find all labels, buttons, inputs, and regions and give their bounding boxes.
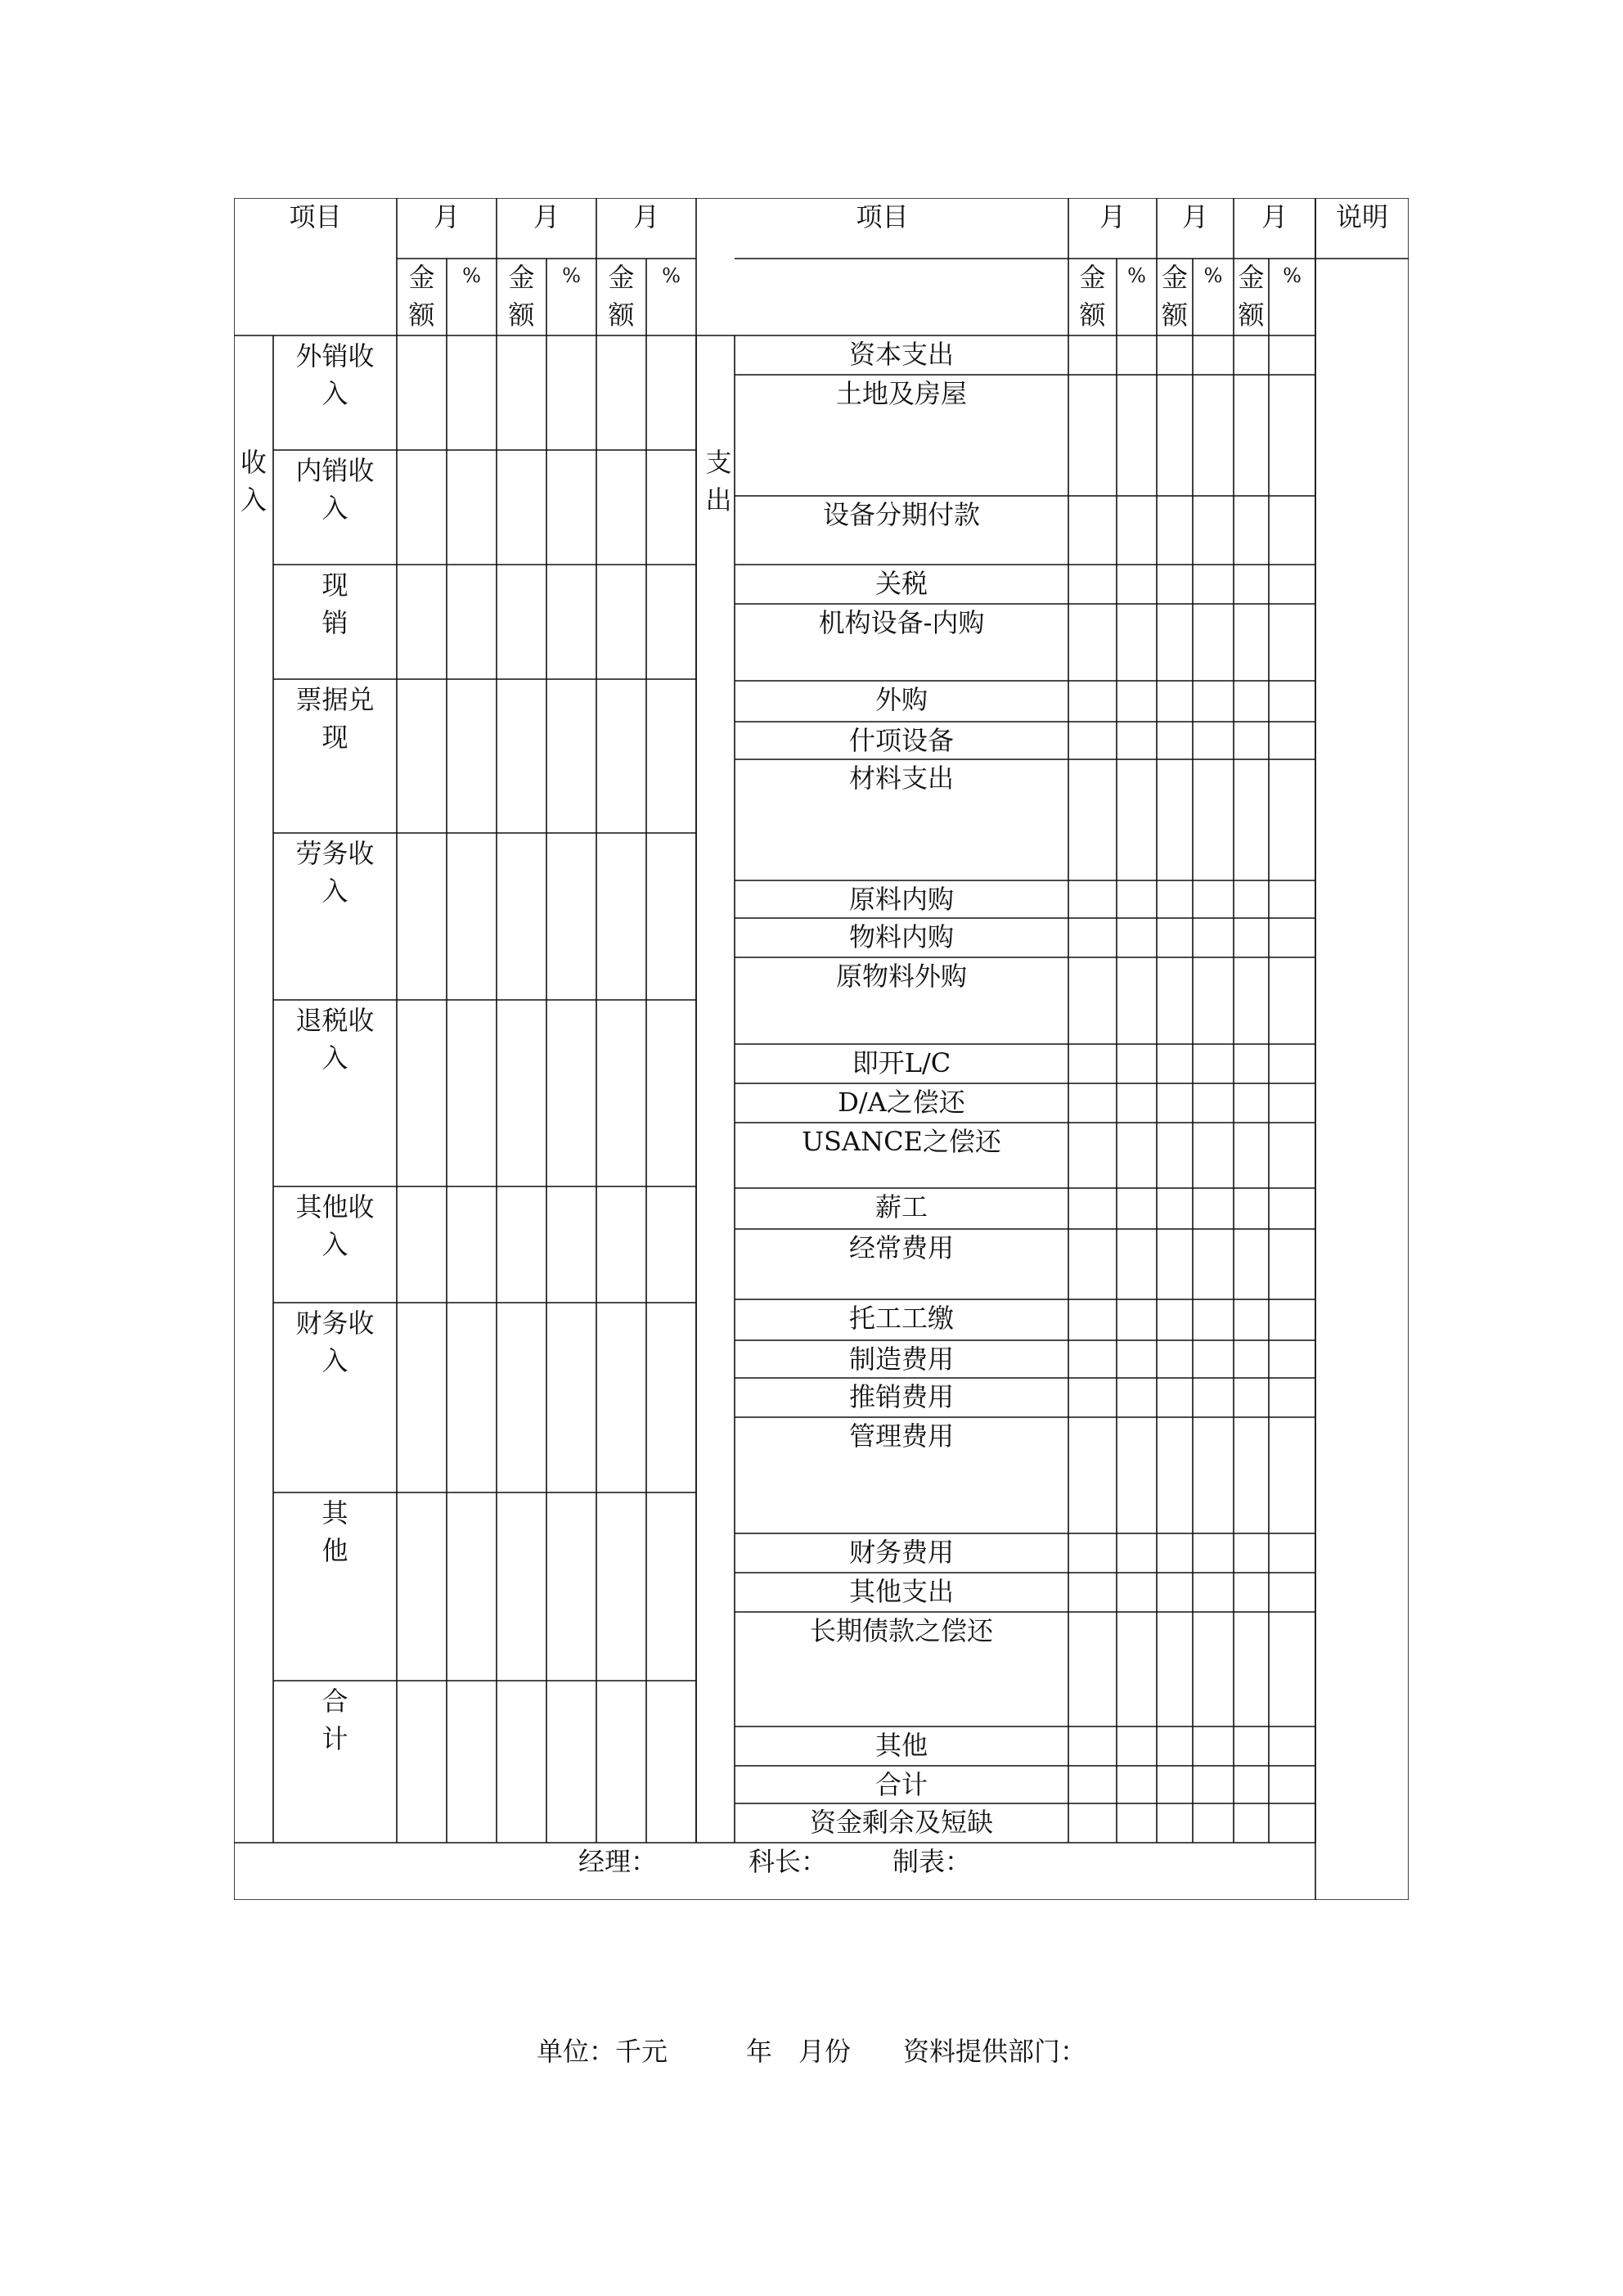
income-row-8: 财务收 入 — [295, 1308, 375, 1376]
header-percent-2: % — [562, 264, 581, 287]
expense-row-17: 托工工缴 — [848, 1303, 954, 1334]
expense-row-22: 其他支出 — [848, 1576, 954, 1607]
expense-row-2: 土地及房屋 — [835, 378, 967, 409]
header-amount-5: 金 额 — [1161, 262, 1188, 331]
expense-row-19: 推销费用 — [848, 1381, 954, 1412]
expense-row-9: 原料内购 — [848, 884, 954, 915]
expense-row-20: 管理费用 — [848, 1420, 954, 1452]
header-month-expense-2: 月 — [1181, 201, 1208, 232]
expense-row-8: 材料支出 — [848, 763, 954, 794]
header-month-expense-1: 月 — [1099, 201, 1126, 232]
header-amount-1: 金 额 — [408, 262, 435, 331]
expense-row-1: 资本支出 — [848, 339, 954, 370]
income-row-10: 合 计 — [321, 1686, 348, 1754]
header-percent-4: % — [1127, 264, 1146, 287]
expense-row-13: D/A之偿还 — [838, 1087, 965, 1118]
expense-row-16: 经常费用 — [848, 1232, 954, 1263]
income-row-2: 内销收 入 — [295, 455, 375, 524]
income-row-9: 其 他 — [321, 1497, 348, 1566]
expense-row-14: USANCE之偿还 — [802, 1126, 1001, 1157]
expense-row-24: 其他 — [874, 1730, 928, 1761]
income-group-label: 收 入 — [240, 447, 267, 515]
expense-row-26: 资金剩余及短缺 — [809, 1807, 993, 1838]
income-row-3: 现 销 — [321, 569, 348, 638]
expense-row-10: 物料内购 — [848, 921, 954, 952]
expense-row-11: 原物料外购 — [835, 961, 967, 992]
expense-row-15: 薪工 — [874, 1191, 928, 1222]
expense-row-3: 设备分期付款 — [822, 499, 980, 530]
income-row-1: 外销收 入 — [295, 340, 375, 409]
header-month-expense-3: 月 — [1261, 201, 1288, 232]
header-item-income: 项目 — [289, 201, 342, 232]
table-labels — [234, 198, 1409, 1900]
expense-row-4: 关税 — [874, 568, 928, 599]
header-percent-5: % — [1203, 264, 1223, 287]
income-row-5: 劳务收 入 — [295, 838, 375, 907]
cash-budget-table — [234, 198, 1409, 1900]
header-amount-3: 金 额 — [608, 262, 635, 331]
report-footer: 单位：千元 年 月份 资料提供部门： — [536, 2036, 1086, 2067]
expense-row-25: 合计 — [874, 1769, 928, 1800]
expense-row-18: 制造费用 — [848, 1344, 954, 1375]
expense-row-23: 长期债款之偿还 — [809, 1615, 993, 1646]
expense-row-12: 即开L/C — [852, 1047, 951, 1078]
header-item-expense: 项目 — [856, 201, 909, 232]
expense-row-6: 外购 — [874, 684, 928, 715]
signature-row: 经理： 科长： 制表： — [578, 1846, 971, 1877]
header-month-income-2: 月 — [533, 201, 560, 232]
income-row-6: 退税收 入 — [295, 1005, 375, 1074]
header-percent-6: % — [1283, 264, 1302, 287]
header-percent-1: % — [462, 264, 481, 287]
header-note: 说明 — [1335, 201, 1388, 232]
income-row-7: 其他收 入 — [295, 1191, 375, 1260]
header-amount-2: 金 额 — [508, 262, 535, 331]
header-amount-4: 金 额 — [1079, 262, 1106, 331]
expense-group-label: 支 出 — [705, 447, 732, 515]
income-row-4: 票据兑 现 — [295, 684, 375, 753]
header-percent-3: % — [662, 264, 681, 287]
header-month-income-1: 月 — [433, 201, 460, 232]
header-amount-6: 金 额 — [1238, 262, 1265, 331]
expense-row-5: 机构设备-内购 — [818, 607, 985, 638]
expense-row-7: 什项设备 — [848, 725, 954, 756]
expense-row-21: 财务费用 — [848, 1537, 954, 1568]
header-month-income-3: 月 — [632, 201, 659, 232]
